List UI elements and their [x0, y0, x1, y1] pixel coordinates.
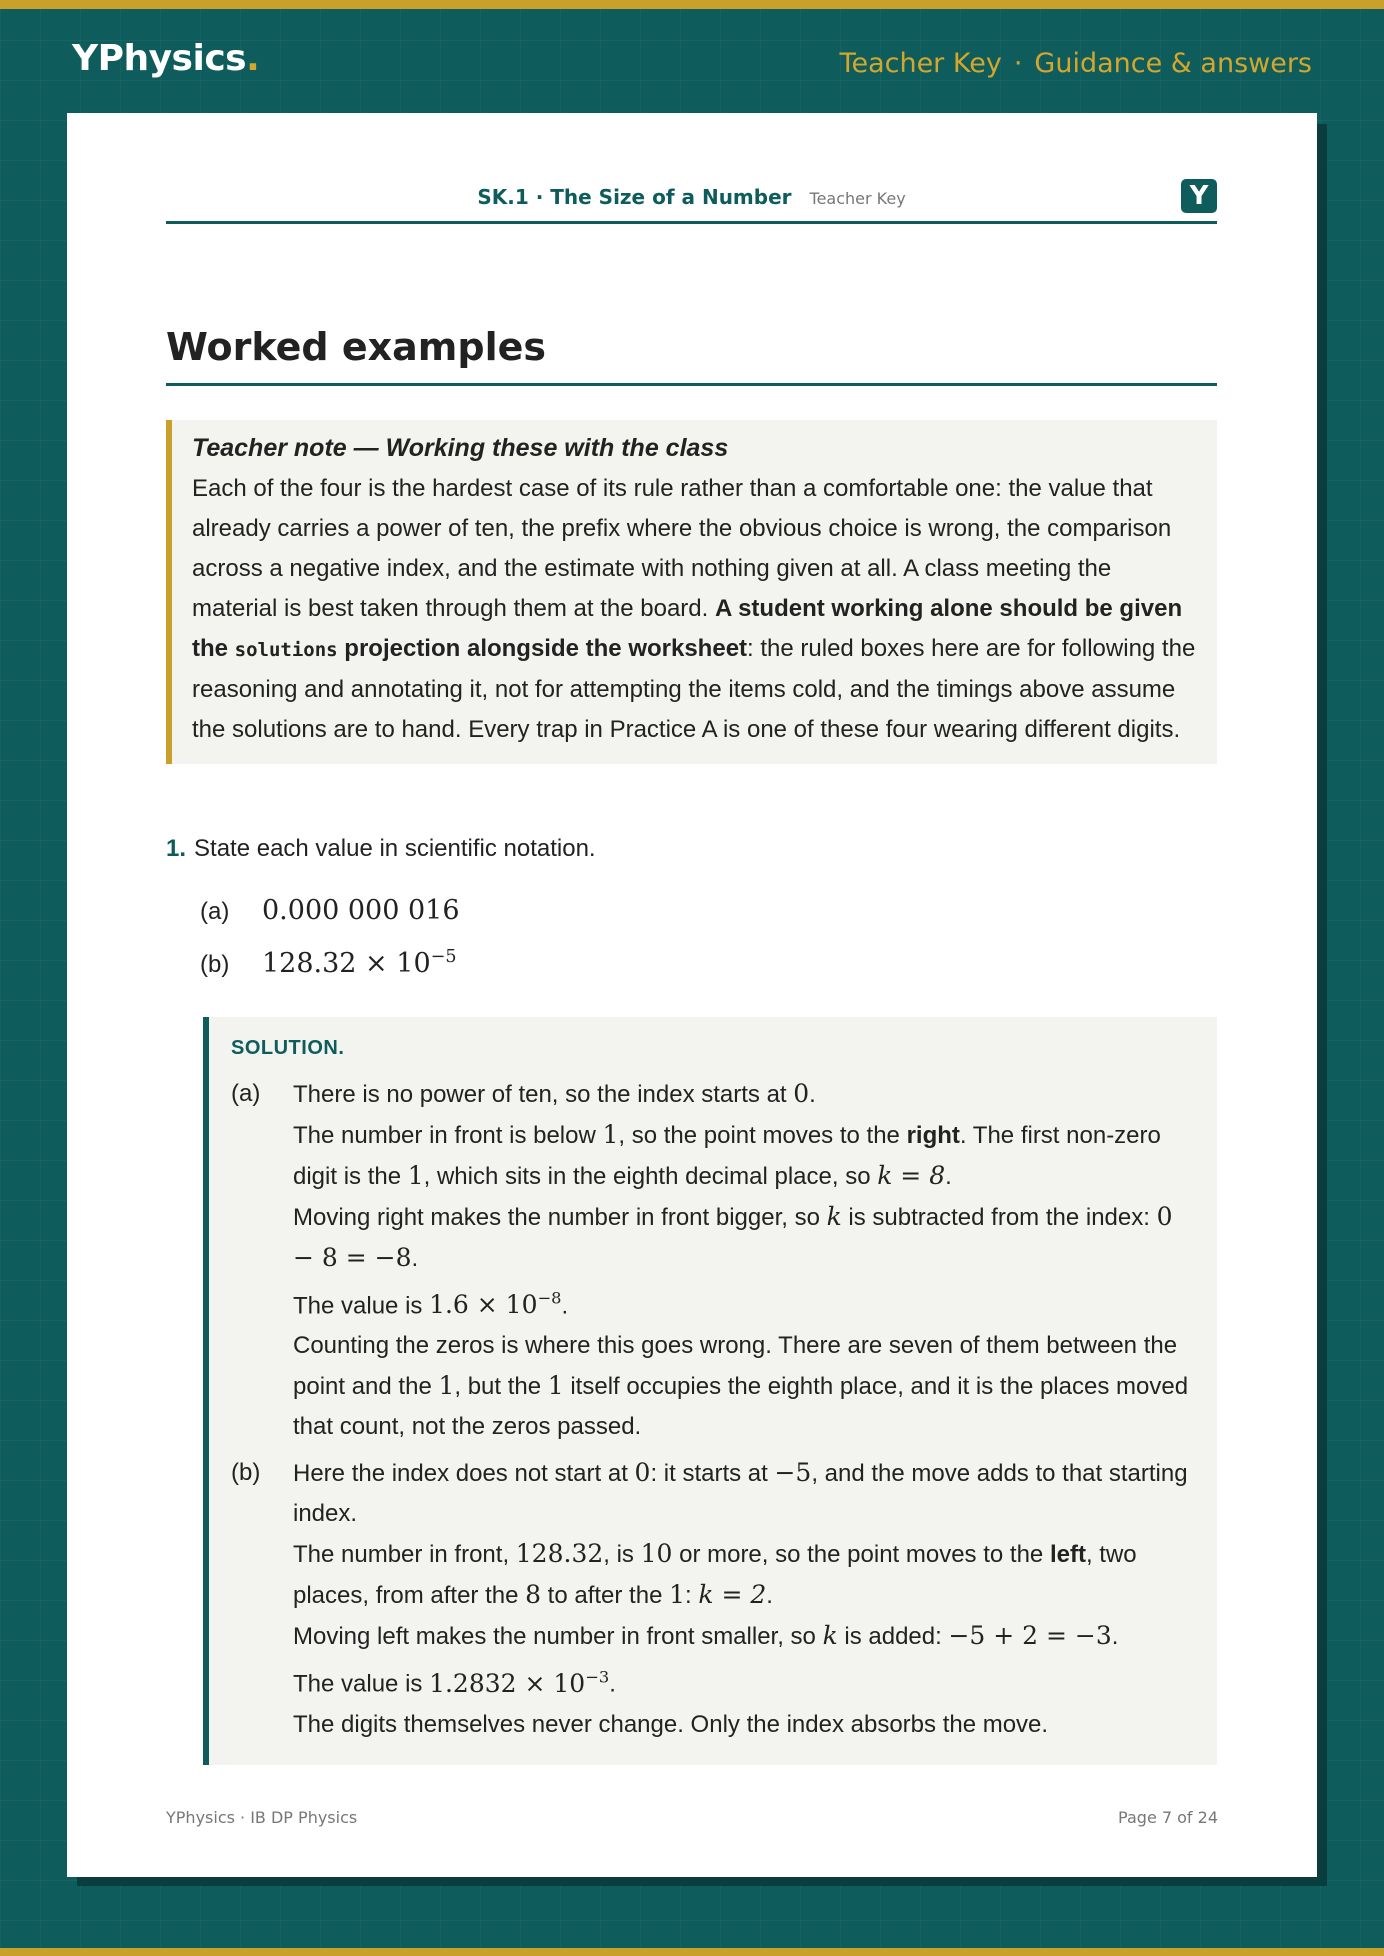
- text: Moving right makes the number in front bigger, so: [293, 1204, 827, 1231]
- running-head: [166, 171, 1217, 224]
- text: .: [609, 1670, 616, 1698]
- solution-part-b: [231, 1453, 1195, 1744]
- teacher-note-heading: Teacher note — Working these with the class: [192, 434, 729, 462]
- question-number: 1.: [166, 835, 187, 862]
- text: .: [945, 1163, 952, 1190]
- question-text: State each value in scientific notation.: [194, 835, 596, 862]
- part-value: 0.000 000 016: [262, 895, 460, 926]
- solution-b-line-3: [293, 1616, 1195, 1657]
- bold-text: left: [1049, 1541, 1086, 1569]
- solution-a-line-5: [293, 1326, 1195, 1447]
- note-bold-text: A student working alone should be given the: [192, 595, 1183, 662]
- solution-a-line-3: [293, 1197, 1195, 1279]
- text: .: [1111, 1623, 1119, 1651]
- text: :: [685, 1582, 699, 1610]
- math: 1: [407, 1161, 424, 1190]
- text: , which sits in the eighth decimal place, so: [423, 1163, 878, 1190]
- teacher-note-body: [192, 469, 1197, 750]
- math: k: [826, 1202, 842, 1231]
- header-tagline: [840, 48, 1312, 79]
- solution-box: [203, 1017, 1217, 1765]
- text: to after the: [541, 1582, 670, 1610]
- solution-label: (b): [231, 1459, 261, 1487]
- text: , two places, from after the: [293, 1541, 1137, 1610]
- math: [429, 1290, 561, 1319]
- note-text: Each of the four is the hardest case of its rule rather than a comfortable one: the value that already carries a power of ten, the prefix where the obvious choice is wrong, the comparison across a negative index, and the estimate with nothing given at all. A class meeting the material is best taken through them at the board.: [192, 475, 1172, 622]
- part-label: (b): [200, 951, 230, 978]
- text: , and the move adds to that starting index.: [293, 1460, 1188, 1528]
- part-value: [262, 948, 456, 979]
- text: There is no power of ten, so the index starts at: [293, 1081, 794, 1108]
- math: −5: [774, 1458, 812, 1488]
- math: k = 2: [698, 1580, 767, 1610]
- solution-b-line-2: [293, 1534, 1195, 1616]
- running-head-subtitle: Teacher Key: [809, 189, 906, 208]
- bold-text: right: [906, 1122, 960, 1149]
- math: 0 − 8 = −8: [293, 1202, 1173, 1272]
- teacher-note: [166, 420, 1217, 764]
- bottom-accent-bar: [0, 1948, 1384, 1956]
- solution-heading: SOLUTION.: [231, 1037, 345, 1059]
- solution-b-line-4: [293, 1657, 1195, 1704]
- math: 128.32: [515, 1539, 604, 1569]
- note-text-2: : the ruled boxes here are for following the reasoning and annotating it, not for attempting the items cold, and the timings above assume the solutions are to hand. Every trap in Practice A is one of these four wearing different digits.: [192, 635, 1196, 743]
- text: .: [766, 1582, 773, 1610]
- text: The value is: [293, 1670, 430, 1698]
- math-mantissa: 1.6 × 10: [429, 1290, 538, 1320]
- math-mantissa: 1.2832 × 10: [429, 1668, 586, 1698]
- question-part-b: [200, 947, 456, 979]
- math: 1: [602, 1120, 619, 1149]
- question-1: [166, 835, 1217, 863]
- solution-b-line-5: [293, 1705, 1195, 1745]
- solution-a-line-4: [293, 1279, 1195, 1326]
- footer-left: YPhysics · IB DP Physics: [166, 1808, 358, 1827]
- part-mantissa: 128.32 × 10: [262, 948, 431, 979]
- brand-dot: .: [246, 38, 260, 79]
- math: 1: [438, 1371, 455, 1401]
- text: . The first non-zero digit is the: [293, 1122, 1161, 1190]
- text: , so the point moves to the: [618, 1122, 907, 1149]
- math: k: [822, 1621, 838, 1651]
- solution-b-line-1: [293, 1453, 1195, 1534]
- math: 10: [640, 1539, 673, 1569]
- math: 1: [669, 1580, 685, 1610]
- math: 8: [525, 1580, 542, 1610]
- text: .: [809, 1081, 816, 1108]
- part-label: (a): [200, 898, 230, 925]
- text: is added:: [837, 1623, 949, 1651]
- text: The digits themselves never change. Only the index absorbs the move.: [293, 1710, 1049, 1738]
- math: −5 + 2 = −3: [948, 1621, 1112, 1651]
- text: The number in front is below: [293, 1122, 603, 1149]
- section-title: Worked examples: [166, 325, 1217, 386]
- text: .: [411, 1245, 419, 1272]
- math: [429, 1669, 609, 1698]
- text: is subtracted from the index:: [841, 1204, 1157, 1231]
- running-head-title: SK.1 · The Size of a Number: [477, 185, 792, 209]
- solution-a-line-2: [293, 1115, 1195, 1197]
- text: Moving left makes the number in front smaller, so: [293, 1623, 823, 1651]
- brand-logo[interactable]: [72, 38, 259, 79]
- text: The number in front,: [293, 1541, 516, 1569]
- math-exponent: −3: [585, 1667, 610, 1687]
- note-bold-text-2: projection alongside the worksheet: [337, 635, 748, 662]
- y-logo-icon: Y: [1181, 179, 1217, 213]
- part-exponent: −5: [430, 947, 457, 967]
- math: 0: [634, 1458, 651, 1488]
- text: or more, so the point moves to the: [672, 1541, 1050, 1569]
- tagline-guidance: Guidance & answers: [1034, 48, 1312, 79]
- text: Here the index does not start at: [293, 1460, 635, 1488]
- solution-part-a: [231, 1074, 1195, 1447]
- text: , is: [603, 1541, 641, 1569]
- math-exponent: −8: [537, 1289, 562, 1308]
- tagline-separator: ·: [1013, 48, 1023, 79]
- math: k = 8: [877, 1161, 946, 1190]
- tagline-teacher-key: Teacher Key: [839, 48, 1002, 79]
- top-accent-bar: [0, 0, 1384, 9]
- text: , but the: [454, 1373, 548, 1401]
- question-part-a: [200, 895, 460, 926]
- footer-page-number: Page 7 of 24: [1118, 1808, 1218, 1827]
- solutions-code: solutions: [234, 639, 338, 661]
- text: itself occupies the eighth place, and it is the places moved that count, not the zeros passed.: [293, 1373, 1189, 1441]
- text: The value is: [293, 1292, 430, 1320]
- math: 1: [547, 1371, 564, 1401]
- text: : it starts at: [650, 1460, 775, 1488]
- solution-a-line-1: [293, 1074, 1195, 1115]
- text: .: [561, 1292, 569, 1320]
- math: 0: [793, 1079, 810, 1108]
- document-page: [67, 113, 1317, 1877]
- brand-name: YPhysics: [72, 38, 247, 79]
- text: Counting the zeros is where this goes wrong. There are seven of them between the point and the: [293, 1332, 1178, 1401]
- solution-label: (a): [231, 1080, 261, 1107]
